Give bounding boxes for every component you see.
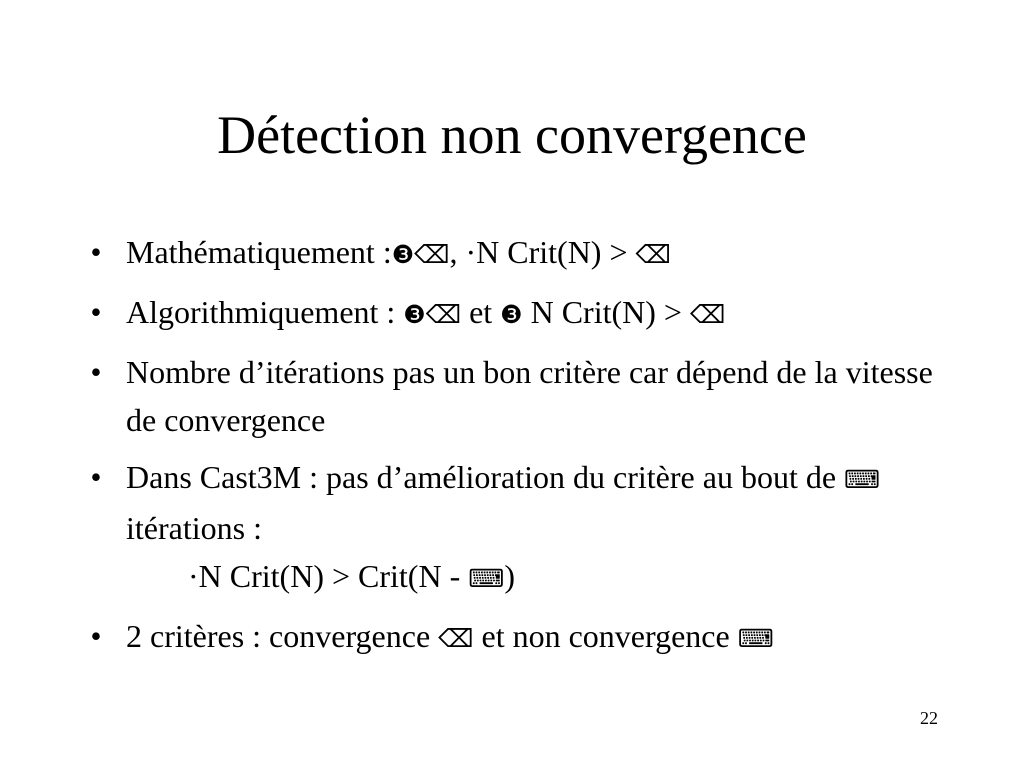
keyboard-symbol-icon: ⌨ bbox=[844, 465, 881, 494]
keyboard-symbol-icon: ⌨ bbox=[468, 564, 505, 593]
bullet-text: Mathématiquement : bbox=[126, 234, 392, 270]
bullet-dot-icon: • bbox=[90, 294, 102, 330]
bullet-text: itérations : bbox=[126, 510, 262, 546]
bullet-item-algo bbox=[86, 288, 946, 339]
erase-symbol-icon: ⌫ bbox=[438, 624, 474, 653]
bullet-dot-icon: • bbox=[90, 234, 102, 270]
bullet-text: , ·N Crit(N) > bbox=[449, 234, 636, 270]
erase-symbol-icon: ⌫ bbox=[425, 300, 462, 329]
keyboard-symbol-icon: ⌨ bbox=[737, 624, 774, 653]
bullet-text: N Crit(N) > bbox=[522, 294, 690, 330]
bullet-text: Nombre d’itérations pas un bon critère car dépend de la vitesse de convergence bbox=[126, 354, 933, 438]
bullet-item-cast3m bbox=[86, 453, 946, 603]
erase-symbol-icon: ⌫ bbox=[689, 300, 726, 329]
bullet-dot-icon: • bbox=[90, 618, 102, 654]
bullet-text: et bbox=[461, 294, 501, 330]
formula-text: ·N Crit(N) > Crit(N - bbox=[188, 558, 469, 594]
bullet-text: Algorithmiquement : bbox=[126, 294, 404, 330]
bullet-list bbox=[86, 228, 946, 672]
bullet-text: Dans Cast3M : pas d’amélioration du critère au bout de bbox=[126, 459, 845, 495]
bullet-item-criteria bbox=[86, 612, 946, 663]
page-number: 22 bbox=[920, 708, 938, 728]
dingbat-three-icon: ❸ bbox=[391, 240, 415, 269]
bullet-dot-icon: • bbox=[90, 459, 102, 495]
dingbat-three-icon: ❸ bbox=[403, 300, 426, 329]
bullet-item-math bbox=[86, 228, 946, 279]
formula-text: ) bbox=[504, 558, 515, 594]
bullet-dot-icon: • bbox=[90, 354, 102, 390]
bullet-item-iterations bbox=[86, 348, 946, 444]
bullet-text: et non convergence bbox=[473, 618, 738, 654]
erase-symbol-icon: ⌫ bbox=[414, 240, 450, 269]
erase-symbol-icon: ⌫ bbox=[635, 240, 671, 269]
slide-title: Détection non convergence bbox=[217, 105, 807, 165]
dingbat-three-icon: ❸ bbox=[500, 300, 523, 329]
bullet-text: 2 critères : convergence bbox=[126, 618, 439, 654]
formula-line bbox=[126, 552, 946, 603]
